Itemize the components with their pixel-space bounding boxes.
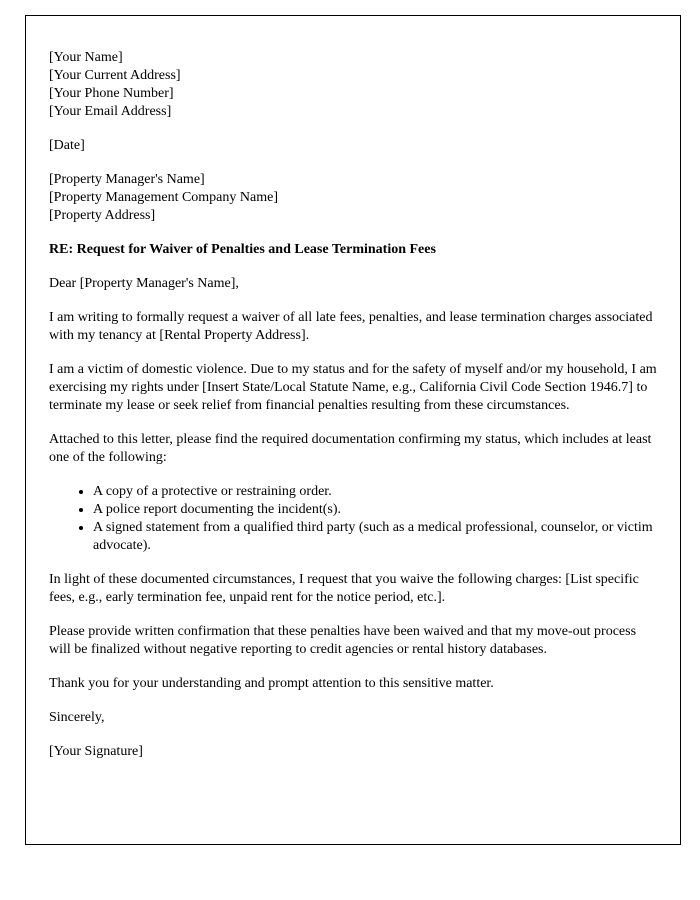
letter-content bbox=[49, 49, 657, 806]
body-paragraph-2: I am a victim of domestic violence. Due to my status and for the safety of myself and/or my household, I am exercising my rights under [Insert State/Local Statute Name, e.g., California Civil Code Section 1946.7] to terminate my lease or seek relief from financial penalties resulting from these circumstances. bbox=[49, 362, 657, 413]
body-paragraph-5: Please provide written confirmation that these penalties have been waived and that my move-out process will be finalized without negative reporting to credit agencies or rental history databases. bbox=[49, 624, 637, 657]
sender-name-line: [Your Name] bbox=[49, 50, 123, 65]
body-paragraph-3: Attached to this letter, please find the required documentation confirming my status, which includes at least one of the following: bbox=[49, 432, 652, 465]
recipient-block bbox=[49, 171, 657, 225]
sender-phone-line: [Your Phone Number] bbox=[49, 86, 174, 101]
recipient-name-line: [Property Manager's Name] bbox=[49, 172, 205, 187]
subject-line: RE: Request for Waiver of Penalties and Lease Termination Fees bbox=[49, 242, 436, 257]
recipient-company-line: [Property Management Company Name] bbox=[49, 190, 278, 205]
list-item-third-party-statement: • A signed statement from a qualified third party (such as a medical professional, counselor, or victim advocate). bbox=[93, 519, 657, 555]
signature-line: [Your Signature] bbox=[49, 744, 143, 759]
body-paragraph-1: I am writing to formally request a waiver of all late fees, penalties, and lease termination charges associated with my tenancy at [Rental Property Address]. bbox=[49, 310, 653, 343]
closing-line: Sincerely, bbox=[49, 710, 105, 725]
sender-email-line: [Your Email Address] bbox=[49, 104, 172, 119]
recipient-address-line: [Property Address] bbox=[49, 208, 156, 223]
salutation-line: Dear [Property Manager's Name], bbox=[49, 276, 239, 291]
list-item-protective-order: • A copy of a protective or restraining order. bbox=[93, 483, 657, 501]
sender-address-line: [Your Current Address] bbox=[49, 68, 181, 83]
list-item-police-report: • A police report documenting the incident(s). bbox=[93, 501, 657, 519]
letter-page bbox=[25, 15, 681, 845]
date-line: [Date] bbox=[49, 138, 85, 153]
body-paragraph-6: Thank you for your understanding and prompt attention to this sensitive matter. bbox=[49, 676, 494, 691]
body-paragraph-4: In light of these documented circumstances, I request that you waive the following charges: [List specific fees, e.g., early termination fee, unpaid rent for the notice period, etc.]. bbox=[49, 572, 639, 605]
documentation-list bbox=[49, 483, 657, 555]
sender-block bbox=[49, 49, 657, 121]
